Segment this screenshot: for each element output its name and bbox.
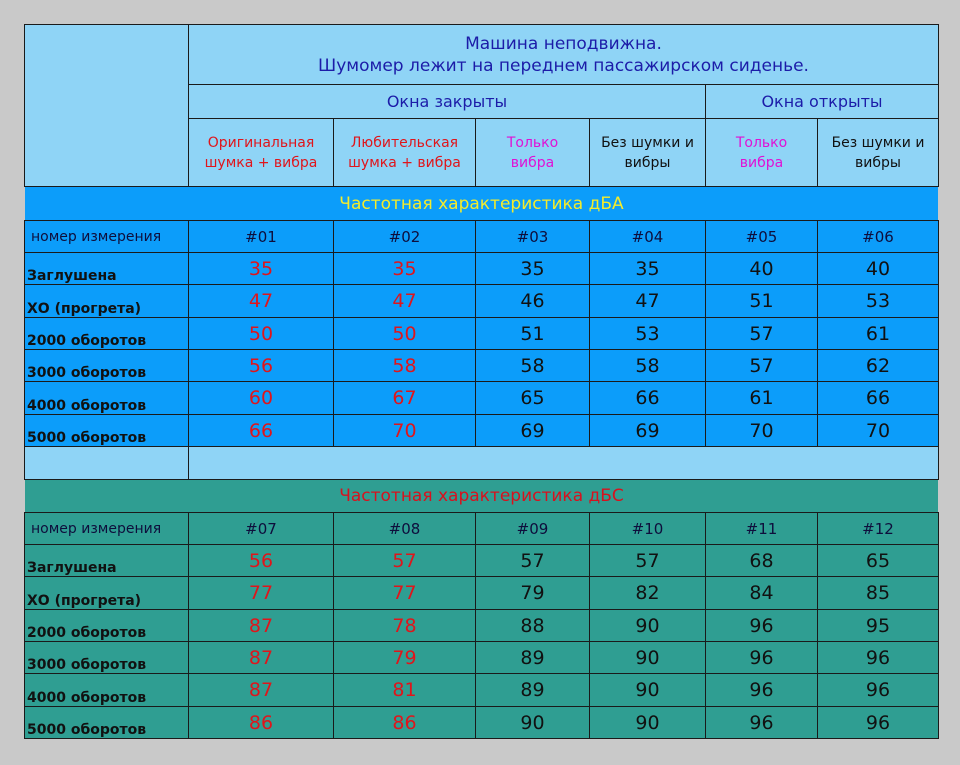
value-cell: 87 (189, 674, 334, 707)
column-header-line: вибры (624, 154, 671, 171)
column-header (818, 119, 939, 187)
value-cell: 58 (476, 350, 590, 382)
value-cell: 58 (590, 350, 706, 382)
corner-cell (25, 25, 189, 187)
value-cell: 66 (590, 382, 706, 415)
value-cell: 95 (818, 610, 939, 642)
value-cell: 65 (476, 382, 590, 415)
table-row (25, 674, 939, 707)
row-label: 2000 оборотов (25, 318, 189, 350)
value-cell: 87 (189, 642, 334, 674)
spacer-cell (25, 447, 189, 480)
value-cell: 86 (189, 707, 334, 739)
value-cell: 56 (189, 545, 334, 577)
value-cell: 35 (476, 253, 590, 285)
measurement-number: #10 (590, 513, 706, 545)
measurement-number: #02 (334, 221, 476, 253)
value-cell: 69 (590, 415, 706, 447)
table-row (25, 415, 939, 447)
value-cell: 66 (189, 415, 334, 447)
spacer-cell (189, 447, 939, 480)
value-cell: 78 (334, 610, 476, 642)
column-header-line: шумка + вибра (204, 154, 318, 171)
value-cell: 96 (706, 610, 818, 642)
value-cell: 40 (706, 253, 818, 285)
value-cell: 40 (818, 253, 939, 285)
value-cell: 35 (334, 253, 476, 285)
value-cell: 62 (818, 350, 939, 382)
value-cell: 47 (590, 285, 706, 318)
row-label: Заглушена (25, 545, 189, 577)
section-title-dba: Частотная характеристика дБА (25, 187, 939, 221)
table-row (25, 285, 939, 318)
value-cell: 53 (818, 285, 939, 318)
measurement-number: #07 (189, 513, 334, 545)
noise-measurement-table (24, 24, 939, 739)
measurement-number: #03 (476, 221, 590, 253)
measurement-label: номер измерения (25, 513, 189, 545)
group-windows-open: Окна открыты (706, 85, 939, 119)
row-label: 2000 оборотов (25, 610, 189, 642)
title-line-1: Машина неподвижна. (465, 33, 662, 54)
row-label: Заглушена (25, 253, 189, 285)
measurement-number: #04 (590, 221, 706, 253)
column-header-line: Без шумки и (601, 134, 694, 151)
value-cell: 65 (818, 545, 939, 577)
value-cell: 86 (334, 707, 476, 739)
value-cell: 57 (476, 545, 590, 577)
column-header-line: Только (506, 134, 559, 151)
value-cell: 69 (476, 415, 590, 447)
table-row (25, 707, 939, 739)
value-cell: 82 (590, 577, 706, 610)
value-cell: 47 (334, 285, 476, 318)
value-cell: 96 (706, 707, 818, 739)
value-cell: 35 (590, 253, 706, 285)
section-title-dbc: Частотная характеристика дБС (25, 480, 939, 513)
column-header-line: Без шумки и (831, 134, 925, 151)
measurement-number: #05 (706, 221, 818, 253)
value-cell: 70 (818, 415, 939, 447)
value-cell: 51 (706, 285, 818, 318)
value-cell: 89 (476, 674, 590, 707)
title-line-2: Шумомер лежит на переднем пассажирском сиденье. (318, 55, 809, 76)
column-header-line: Любительская (350, 134, 459, 151)
measurement-number: #01 (189, 221, 334, 253)
table-title (189, 25, 939, 85)
value-cell: 96 (706, 674, 818, 707)
value-cell: 96 (706, 642, 818, 674)
value-cell: 46 (476, 285, 590, 318)
value-cell: 90 (590, 610, 706, 642)
value-cell: 51 (476, 318, 590, 350)
table-row (25, 253, 939, 285)
value-cell: 90 (590, 674, 706, 707)
measurement-label: номер измерения (25, 221, 189, 253)
table-row (25, 577, 939, 610)
value-cell: 77 (334, 577, 476, 610)
value-cell: 90 (476, 707, 590, 739)
value-cell: 90 (590, 707, 706, 739)
row-label: 4000 оборотов (25, 382, 189, 415)
table-row (25, 382, 939, 415)
row-label: 3000 оборотов (25, 350, 189, 382)
value-cell: 89 (476, 642, 590, 674)
table-row (25, 545, 939, 577)
measurement-number: #08 (334, 513, 476, 545)
measurement-number: #12 (818, 513, 939, 545)
value-cell: 57 (706, 318, 818, 350)
value-cell: 90 (590, 642, 706, 674)
value-cell: 68 (706, 545, 818, 577)
group-windows-closed: Окна закрыты (189, 85, 706, 119)
value-cell: 57 (334, 545, 476, 577)
column-header-line: вибры (855, 154, 901, 171)
value-cell: 47 (189, 285, 334, 318)
column-header-line: Только (735, 134, 788, 151)
value-cell: 35 (189, 253, 334, 285)
value-cell: 87 (189, 610, 334, 642)
table-row (25, 318, 939, 350)
column-header (476, 119, 590, 187)
value-cell: 81 (334, 674, 476, 707)
value-cell: 58 (334, 350, 476, 382)
value-cell: 57 (590, 545, 706, 577)
row-label: 5000 оборотов (25, 707, 189, 739)
measurement-number: #06 (818, 221, 939, 253)
measurement-number: #09 (476, 513, 590, 545)
column-header-line: вибра (739, 154, 784, 171)
row-label: ХО (прогрета) (25, 577, 189, 610)
value-cell: 50 (334, 318, 476, 350)
measurement-number: #11 (706, 513, 818, 545)
value-cell: 96 (818, 707, 939, 739)
column-header (590, 119, 706, 187)
column-header-line: шумка + вибра (348, 154, 461, 171)
value-cell: 79 (476, 577, 590, 610)
value-cell: 66 (818, 382, 939, 415)
column-header-line: вибра (510, 154, 555, 171)
value-cell: 85 (818, 577, 939, 610)
value-cell: 84 (706, 577, 818, 610)
row-label: ХО (прогрета) (25, 285, 189, 318)
value-cell: 60 (189, 382, 334, 415)
value-cell: 70 (334, 415, 476, 447)
value-cell: 79 (334, 642, 476, 674)
value-cell: 96 (818, 642, 939, 674)
value-cell: 67 (334, 382, 476, 415)
table-row (25, 610, 939, 642)
value-cell: 61 (706, 382, 818, 415)
column-header (706, 119, 818, 187)
value-cell: 53 (590, 318, 706, 350)
row-label: 3000 оборотов (25, 642, 189, 674)
value-cell: 88 (476, 610, 590, 642)
column-header (189, 119, 334, 187)
value-cell: 50 (189, 318, 334, 350)
column-header-line: Оригинальная (207, 134, 315, 151)
row-label: 5000 оборотов (25, 415, 189, 447)
value-cell: 96 (818, 674, 939, 707)
value-cell: 70 (706, 415, 818, 447)
table-row (25, 642, 939, 674)
value-cell: 57 (706, 350, 818, 382)
table-row (25, 350, 939, 382)
row-label: 4000 оборотов (25, 674, 189, 707)
value-cell: 61 (818, 318, 939, 350)
value-cell: 56 (189, 350, 334, 382)
column-header (334, 119, 476, 187)
value-cell: 77 (189, 577, 334, 610)
